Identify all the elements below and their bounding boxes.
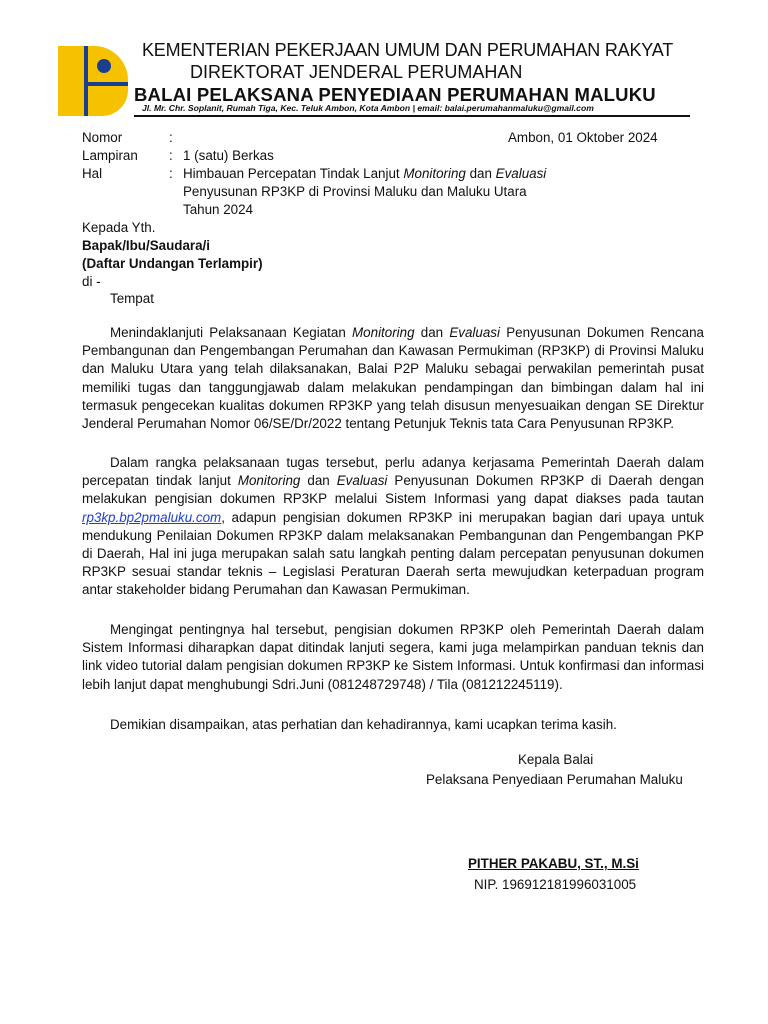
rp3kp-link[interactable]: rp3kp.bp2pmaluku.com	[82, 509, 222, 525]
nomor-label: Nomor	[82, 130, 123, 145]
recipient-di: di -	[82, 274, 101, 289]
directorate-name: DIREKTORAT JENDERAL PERUMAHAN	[190, 62, 523, 82]
paragraph-4: Demikian disampaikan, atas perhatian dan kehadirannya, kami ucapkan terima kasih.	[110, 717, 617, 732]
signatory-nip: NIP. 196912181996031005	[474, 877, 637, 892]
ministry-name: KEMENTERIAN PEKERJAAN UMUM DAN PERUMAHAN RAKYAT	[142, 40, 674, 60]
kepada-yth: Kepada Yth.	[82, 220, 156, 235]
hal-line-2: Penyusunan RP3KP di Provinsi Maluku dan Maluku Utara	[183, 184, 527, 199]
hal-line-3: Tahun 2024	[183, 202, 253, 217]
paragraph-2: Dalam rangka pelaksanaan tugas tersebut, perlu adanya kerjasama Pemerintah Daerah dalam percepatan tindak lanjut Monitoring dan Evaluasi Penyusunan Dokumen RP3KP di Daerah dengan melakukan pengisian dokumen RP3KP melalui Sistem Informasi yang dapat diakses pada tautan rp3kp.bp2pmaluku.com, adapun pengisian dokumen RP3KP ini merupakan bagian dari upaya untuk mendukung Penilaian Dokumen RP3KP dalam melaksanakan Pembangunan dan Pengembangan PKP di Daerah, Hal ini juga merupakan salah satu langkah penting dalam percepatan penyusunan dokumen RP3KP sesuai standar teknis – Legislasi Peraturan Daerah serta mewujudkan keterpaduan program antar stakeholder bidang Perumahan dan Kawasan Permukiman.	[82, 455, 704, 598]
lampiran-label: Lampiran	[82, 148, 138, 163]
recipient-tempat: Tempat	[110, 291, 154, 306]
lampiran-colon: :	[169, 148, 173, 163]
signatory-name: PITHER PAKABU, ST., M.Si	[468, 856, 639, 871]
lampiran-value: 1 (satu) Berkas	[183, 148, 274, 163]
pupr-logo	[54, 42, 132, 120]
place-date: Ambon, 01 Oktober 2024	[508, 130, 658, 145]
paragraph-1: Menindaklanjuti Pelaksanaan Kegiatan Monitoring dan Evaluasi Penyusunan Dokumen Rencana Pembangunan dan Pengembangan Perumahan dan Kawasan Permukiman (RP3KP) di Provinsi Maluku dan Maluku Utara yang telah dilaksanakan, Balai P2P Maluku sebagai perwakilan pemerintah pusat memiliki tugas dan tanggungjawab dalam melakukan pendampingan dan bimbingan dalam hal ini termasuk pengecekan kualitas dokumen RP3KP yang telah disusun menyesuaikan dengan SE Direktur Jenderal Perumahan Nomor 06/SE/Dr/2022 tentang Petunjuk Teknis tata Cara Penyusunan RP3KP.	[82, 325, 704, 432]
office-name: BALAI PELAKSANA PENYEDIAAN PERUMAHAN MALUKU	[134, 84, 656, 105]
signature-title-1: Kepala Balai	[518, 752, 594, 767]
paragraph-3: Mengingat pentingnya hal tersebut, pengisian dokumen RP3KP oleh Pemerintah Daerah dalam Sistem Informasi diharapkan dapat ditindak lanjuti segera, kami juga melampirkan panduan teknis dan link video tutorial dalam pengisian dokumen RP3KP ke Sistem Informasi. Untuk konfirmasi dan informasi lebih lanjut dapat menghubungi Sdri.Juni (081248729748) / Tila (081212245119).	[82, 622, 704, 692]
letterhead-divider	[134, 115, 690, 117]
hal-label: Hal	[82, 166, 103, 181]
office-address: Jl. Mr. Chr. Soplanit, Rumah Tiga, Kec. Teluk Ambon, Kota Ambon | email: balai.perumahanmaluku@gmail.com	[142, 103, 594, 113]
nomor-colon: :	[169, 130, 173, 145]
hal-colon: :	[169, 166, 173, 181]
recipient-list: (Daftar Undangan Terlampir)	[82, 256, 263, 271]
signature-title-2: Pelaksana Penyediaan Perumahan Maluku	[426, 772, 683, 787]
recipient-name: Bapak/Ibu/Saudara/i	[82, 238, 210, 253]
hal-line-1: Himbauan Percepatan Tindak Lanjut Monitoring dan Evaluasi	[183, 166, 547, 181]
